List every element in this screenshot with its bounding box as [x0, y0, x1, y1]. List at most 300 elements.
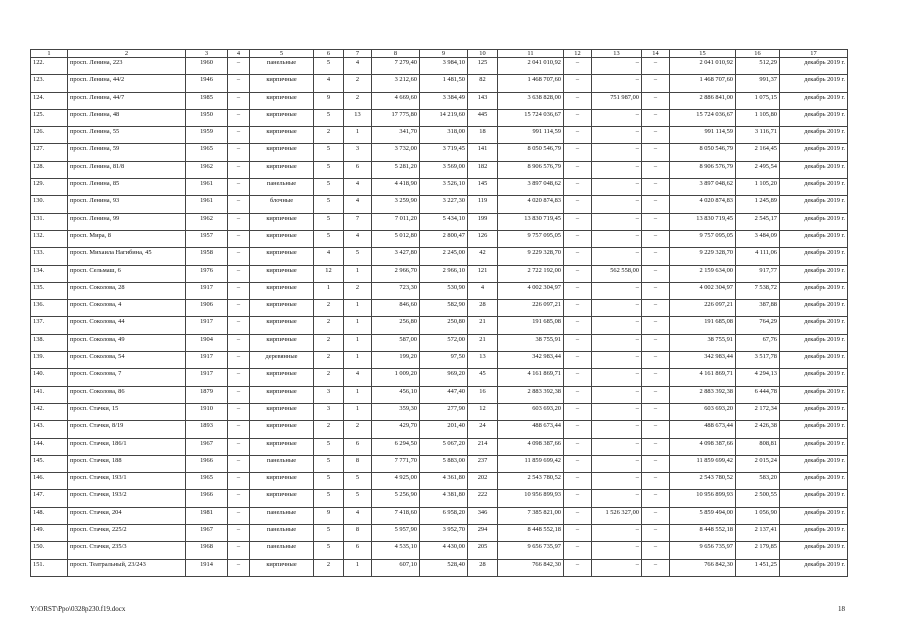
table-cell: 4 020 874,83: [498, 196, 564, 213]
table-cell: 134.: [31, 265, 68, 282]
table-row: [31, 300, 848, 317]
table-cell: просп. Стачки, 186/1: [68, 438, 186, 455]
table-cell: 2 883 392,38: [670, 386, 736, 403]
table-cell: кирпичные: [250, 334, 314, 351]
table-cell: кирпичные: [250, 559, 314, 576]
table-cell: –: [642, 542, 670, 559]
table-cell: –: [642, 161, 670, 178]
table-cell: 14 219,60: [420, 109, 468, 126]
table-cell: просп. Соколова, 49: [68, 334, 186, 351]
table-cell: 5: [314, 230, 344, 247]
table-cell: 141.: [31, 386, 68, 403]
table-cell: декабрь 2019 г.: [780, 369, 848, 386]
table-cell: 3: [344, 144, 372, 161]
table-cell: 1960: [186, 58, 228, 75]
table-cell: 3 484,09: [736, 230, 780, 247]
table-cell: –: [564, 455, 592, 472]
table-cell: 2 041 010,92: [670, 58, 736, 75]
table-cell: –: [592, 75, 642, 92]
table-cell: 199,20: [372, 352, 420, 369]
table-cell: деревянные: [250, 352, 314, 369]
table-cell: 131.: [31, 213, 68, 230]
table-cell: 2 137,41: [736, 525, 780, 542]
table-cell: 587,00: [372, 334, 420, 351]
table-cell: –: [642, 75, 670, 92]
table-cell: 2 164,45: [736, 144, 780, 161]
table-cell: –: [564, 230, 592, 247]
table-cell: 119: [468, 196, 498, 213]
table-cell: просп. Ленина, 93: [68, 196, 186, 213]
table-cell: просп. Ленина, 55: [68, 127, 186, 144]
table-cell: 1879: [186, 386, 228, 403]
table-cell: –: [228, 300, 250, 317]
table-cell: –: [564, 282, 592, 299]
table-cell: –: [564, 109, 592, 126]
table-cell: 1: [344, 317, 372, 334]
table-cell: 2 426,38: [736, 421, 780, 438]
table-cell: –: [228, 58, 250, 75]
table-cell: 1965: [186, 144, 228, 161]
table-cell: 4: [314, 75, 344, 92]
table-cell: –: [228, 317, 250, 334]
table-cell: 4 020 874,83: [670, 196, 736, 213]
table-cell: 447,40: [420, 386, 468, 403]
table-row: [31, 369, 848, 386]
table-cell: –: [228, 352, 250, 369]
table-cell: 125: [468, 58, 498, 75]
table-cell: 346: [468, 507, 498, 524]
table-cell: 969,20: [420, 369, 468, 386]
table-cell: 1958: [186, 248, 228, 265]
table-row: [31, 58, 848, 75]
table-cell: 5: [314, 473, 344, 490]
table-cell: –: [592, 455, 642, 472]
table-cell: 135.: [31, 282, 68, 299]
table-cell: 3 116,71: [736, 127, 780, 144]
table-cell: 1959: [186, 127, 228, 144]
table-cell: –: [564, 369, 592, 386]
table-cell: 4 294,13: [736, 369, 780, 386]
table-cell: кирпичные: [250, 421, 314, 438]
table-cell: 6: [344, 438, 372, 455]
table-cell: 294: [468, 525, 498, 542]
table-cell: кирпичные: [250, 265, 314, 282]
table-cell: 5 012,80: [372, 230, 420, 247]
table-cell: 991 114,59: [498, 127, 564, 144]
table-cell: 1904: [186, 334, 228, 351]
table-cell: –: [592, 369, 642, 386]
table-cell: 1 451,25: [736, 559, 780, 576]
table-cell: просп. Ленина, 99: [68, 213, 186, 230]
table-cell: 1 105,20: [736, 179, 780, 196]
table-cell: 5: [314, 525, 344, 542]
table-cell: 8: [344, 455, 372, 472]
table-cell: 4 430,00: [420, 542, 468, 559]
table-cell: 8: [344, 525, 372, 542]
table-cell: –: [642, 403, 670, 420]
table-cell: 2 543 780,52: [670, 473, 736, 490]
table-cell: –: [642, 525, 670, 542]
table-cell: 146.: [31, 473, 68, 490]
table-cell: просп. Соколова, 44: [68, 317, 186, 334]
table-cell: 6: [344, 161, 372, 178]
table-cell: 147.: [31, 490, 68, 507]
table-cell: 9 229 328,70: [670, 248, 736, 265]
table-cell: 3 984,10: [420, 58, 468, 75]
table-cell: декабрь 2019 г.: [780, 265, 848, 282]
table-row: [31, 455, 848, 472]
table-cell: 991,37: [736, 75, 780, 92]
table-cell: 512,29: [736, 58, 780, 75]
table-cell: 5: [314, 161, 344, 178]
column-number: 11: [498, 50, 564, 58]
table-cell: 2 966,10: [420, 265, 468, 282]
table-cell: 21: [468, 317, 498, 334]
table-cell: 5: [314, 196, 344, 213]
table-cell: 808,81: [736, 438, 780, 455]
table-cell: 2 179,85: [736, 542, 780, 559]
table-cell: 15 724 036,67: [498, 109, 564, 126]
table-row: [31, 92, 848, 109]
table-cell: 8 448 552,18: [498, 525, 564, 542]
table-cell: просп. Ленина, 48: [68, 109, 186, 126]
table-cell: 723,30: [372, 282, 420, 299]
table-cell: 8 050 546,79: [670, 144, 736, 161]
table-cell: 143.: [31, 421, 68, 438]
table-cell: –: [592, 334, 642, 351]
table-cell: декабрь 2019 г.: [780, 92, 848, 109]
table-row: [31, 161, 848, 178]
table-cell: 149.: [31, 525, 68, 542]
table-cell: 4 002 304,97: [498, 282, 564, 299]
table-cell: декабрь 2019 г.: [780, 248, 848, 265]
table-cell: 5: [344, 248, 372, 265]
table-cell: 141: [468, 144, 498, 161]
table-cell: панельные: [250, 507, 314, 524]
table-cell: 1 481,50: [420, 75, 468, 92]
table-cell: 9 757 095,05: [670, 230, 736, 247]
table-cell: –: [564, 490, 592, 507]
table-cell: просп. Соколова, 7: [68, 369, 186, 386]
table-cell: –: [642, 92, 670, 109]
table-cell: 1962: [186, 213, 228, 230]
table-body: [31, 50, 848, 577]
table-cell: 8 906 576,79: [498, 161, 564, 178]
table-cell: панельные: [250, 455, 314, 472]
table-cell: просп. Сельмаш, 6: [68, 265, 186, 282]
table-cell: –: [642, 179, 670, 196]
table-cell: –: [642, 473, 670, 490]
table-cell: просп. Ленина, 223: [68, 58, 186, 75]
table-cell: 21: [468, 334, 498, 351]
table-cell: панельные: [250, 58, 314, 75]
table-row: [31, 213, 848, 230]
table-cell: 2: [344, 282, 372, 299]
table-cell: 82: [468, 75, 498, 92]
table-cell: –: [592, 127, 642, 144]
table-cell: –: [592, 490, 642, 507]
column-number: 12: [564, 50, 592, 58]
table-cell: 607,10: [372, 559, 420, 576]
table-cell: 1917: [186, 282, 228, 299]
table-cell: 4: [344, 507, 372, 524]
table-cell: 145.: [31, 455, 68, 472]
table-cell: кирпичные: [250, 403, 314, 420]
table-cell: 7 011,20: [372, 213, 420, 230]
table-cell: 1981: [186, 507, 228, 524]
table-cell: 38 755,91: [670, 334, 736, 351]
table-cell: 1: [344, 403, 372, 420]
table-cell: 128.: [31, 161, 68, 178]
table-cell: декабрь 2019 г.: [780, 213, 848, 230]
table-cell: 562 558,00: [592, 265, 642, 282]
table-cell: декабрь 2019 г.: [780, 525, 848, 542]
table-cell: –: [228, 473, 250, 490]
table-cell: 4: [344, 230, 372, 247]
table-cell: –: [592, 213, 642, 230]
table-cell: –: [592, 179, 642, 196]
table-cell: –: [564, 421, 592, 438]
table-cell: 17 775,80: [372, 109, 420, 126]
table-cell: 4 361,80: [420, 473, 468, 490]
table-cell: 15 724 036,67: [670, 109, 736, 126]
table-cell: –: [642, 317, 670, 334]
table-cell: 3 526,10: [420, 179, 468, 196]
table-cell: кирпичные: [250, 230, 314, 247]
table-cell: блочные: [250, 196, 314, 213]
table-cell: 140.: [31, 369, 68, 386]
table-cell: декабрь 2019 г.: [780, 282, 848, 299]
table-cell: кирпичные: [250, 490, 314, 507]
table-cell: 42: [468, 248, 498, 265]
table-cell: 2 245,00: [420, 248, 468, 265]
table-cell: –: [228, 455, 250, 472]
table-cell: 445: [468, 109, 498, 126]
table-cell: декабрь 2019 г.: [780, 421, 848, 438]
table-cell: 1: [344, 127, 372, 144]
table-cell: 1 468 707,60: [498, 75, 564, 92]
table-cell: 1950: [186, 109, 228, 126]
table-cell: –: [228, 421, 250, 438]
table-cell: 4 161 869,71: [498, 369, 564, 386]
table-cell: 2: [314, 300, 344, 317]
table-cell: 1906: [186, 300, 228, 317]
table-cell: 3 384,49: [420, 92, 468, 109]
table-cell: 10 956 899,93: [670, 490, 736, 507]
table-cell: –: [642, 248, 670, 265]
table-cell: 137.: [31, 317, 68, 334]
table-cell: 4 161 869,71: [670, 369, 736, 386]
table-cell: декабрь 2019 г.: [780, 144, 848, 161]
table-cell: –: [228, 386, 250, 403]
table-cell: 3 952,70: [420, 525, 468, 542]
table-cell: –: [592, 525, 642, 542]
table-cell: 5 256,90: [372, 490, 420, 507]
table-cell: просп. Стачки, 8/19: [68, 421, 186, 438]
table-cell: –: [228, 109, 250, 126]
table-cell: декабрь 2019 г.: [780, 127, 848, 144]
table-cell: 2 543 780,52: [498, 473, 564, 490]
table-cell: 3 569,00: [420, 161, 468, 178]
table-cell: 5: [314, 438, 344, 455]
table-row: [31, 438, 848, 455]
table-cell: –: [592, 438, 642, 455]
table-row: [31, 109, 848, 126]
table-cell: 1: [344, 334, 372, 351]
table-cell: декабрь 2019 г.: [780, 161, 848, 178]
table-cell: 4 669,60: [372, 92, 420, 109]
table-cell: 2: [314, 127, 344, 144]
table-cell: –: [592, 352, 642, 369]
table-cell: 4: [344, 179, 372, 196]
table-cell: 5: [344, 490, 372, 507]
table-cell: –: [564, 542, 592, 559]
table-cell: просп. Ленина, 59: [68, 144, 186, 161]
table-cell: 125.: [31, 109, 68, 126]
table-cell: –: [642, 421, 670, 438]
table-cell: 4 002 304,97: [670, 282, 736, 299]
table-cell: 4: [344, 58, 372, 75]
table-cell: –: [564, 438, 592, 455]
table-cell: 4 381,80: [420, 490, 468, 507]
table-cell: –: [642, 144, 670, 161]
table-cell: 1 075,15: [736, 92, 780, 109]
table-cell: 991 114,59: [670, 127, 736, 144]
table-cell: кирпичные: [250, 92, 314, 109]
table-cell: –: [642, 352, 670, 369]
table-row: [31, 542, 848, 559]
table-cell: 250,80: [420, 317, 468, 334]
table-cell: 45: [468, 369, 498, 386]
table-cell: 766 842,30: [498, 559, 564, 576]
table-cell: 318,00: [420, 127, 468, 144]
table-cell: 8 448 552,18: [670, 525, 736, 542]
table-cell: 359,30: [372, 403, 420, 420]
table-cell: –: [228, 403, 250, 420]
table-cell: 603 693,20: [498, 403, 564, 420]
table-cell: 191 685,08: [498, 317, 564, 334]
table-cell: кирпичные: [250, 282, 314, 299]
table-cell: 222: [468, 490, 498, 507]
table-cell: –: [642, 559, 670, 576]
table-cell: кирпичные: [250, 75, 314, 92]
table-cell: 121: [468, 265, 498, 282]
table-cell: –: [642, 369, 670, 386]
table-cell: просп. Ленина, 44/7: [68, 92, 186, 109]
table-cell: 2: [344, 92, 372, 109]
table-cell: 9: [314, 92, 344, 109]
table-cell: 3 719,45: [420, 144, 468, 161]
table-cell: 917,77: [736, 265, 780, 282]
table-cell: просп. Стачки, 15: [68, 403, 186, 420]
table-cell: 1: [344, 386, 372, 403]
table-cell: –: [592, 282, 642, 299]
page-number: 18: [838, 605, 845, 613]
table-cell: просп. Стачки, 193/2: [68, 490, 186, 507]
table-cell: 16: [468, 386, 498, 403]
table-cell: 13: [468, 352, 498, 369]
table-row: [31, 248, 848, 265]
table-cell: –: [228, 248, 250, 265]
table-cell: 237: [468, 455, 498, 472]
table-cell: 1 056,90: [736, 507, 780, 524]
table-cell: 11 859 699,42: [498, 455, 564, 472]
table-cell: 4 535,10: [372, 542, 420, 559]
table-cell: 1961: [186, 179, 228, 196]
table-cell: –: [642, 109, 670, 126]
table-cell: 182: [468, 161, 498, 178]
table-cell: 9: [314, 507, 344, 524]
table-cell: –: [564, 58, 592, 75]
table-cell: 1917: [186, 317, 228, 334]
table-cell: декабрь 2019 г.: [780, 196, 848, 213]
table-row: [31, 127, 848, 144]
table-cell: 6: [344, 542, 372, 559]
table-cell: 582,90: [420, 300, 468, 317]
table-cell: 3: [314, 386, 344, 403]
table-row: [31, 179, 848, 196]
table-cell: 1910: [186, 403, 228, 420]
table-cell: декабрь 2019 г.: [780, 403, 848, 420]
table-cell: 5: [314, 542, 344, 559]
table-cell: 1962: [186, 161, 228, 178]
table-cell: кирпичные: [250, 248, 314, 265]
table-cell: просп. Стачки, 193/1: [68, 473, 186, 490]
table-cell: 2: [314, 352, 344, 369]
table-cell: 2 886 841,00: [670, 92, 736, 109]
table-cell: 2: [314, 334, 344, 351]
table-cell: –: [642, 282, 670, 299]
table-cell: 1985: [186, 92, 228, 109]
table-cell: 7 771,70: [372, 455, 420, 472]
table-row: [31, 144, 848, 161]
table-cell: панельные: [250, 525, 314, 542]
table-cell: 2: [344, 75, 372, 92]
table-cell: –: [228, 490, 250, 507]
table-cell: декабрь 2019 г.: [780, 438, 848, 455]
table-cell: декабрь 2019 г.: [780, 455, 848, 472]
table-cell: 2 159 634,00: [670, 265, 736, 282]
table-cell: 1961: [186, 196, 228, 213]
table-cell: 1 245,89: [736, 196, 780, 213]
table-cell: –: [564, 179, 592, 196]
table-cell: –: [564, 92, 592, 109]
table-cell: –: [228, 265, 250, 282]
table-cell: панельные: [250, 542, 314, 559]
table-cell: 341,70: [372, 127, 420, 144]
table-cell: 13: [344, 109, 372, 126]
table-cell: 256,80: [372, 317, 420, 334]
table-cell: просп. Михаила Нагибина, 45: [68, 248, 186, 265]
table-cell: –: [228, 144, 250, 161]
table-cell: 10 956 899,93: [498, 490, 564, 507]
table-cell: 1967: [186, 438, 228, 455]
column-number: 5: [250, 50, 314, 58]
table-row: [31, 334, 848, 351]
table-cell: 7 279,40: [372, 58, 420, 75]
table-cell: –: [228, 438, 250, 455]
table-cell: –: [564, 334, 592, 351]
table-row: [31, 473, 848, 490]
table-cell: –: [564, 352, 592, 369]
table-cell: –: [642, 127, 670, 144]
table-cell: кирпичные: [250, 438, 314, 455]
table-cell: 2 172,34: [736, 403, 780, 420]
table-row: [31, 490, 848, 507]
table-cell: –: [228, 179, 250, 196]
table-cell: –: [592, 403, 642, 420]
table-cell: –: [592, 58, 642, 75]
